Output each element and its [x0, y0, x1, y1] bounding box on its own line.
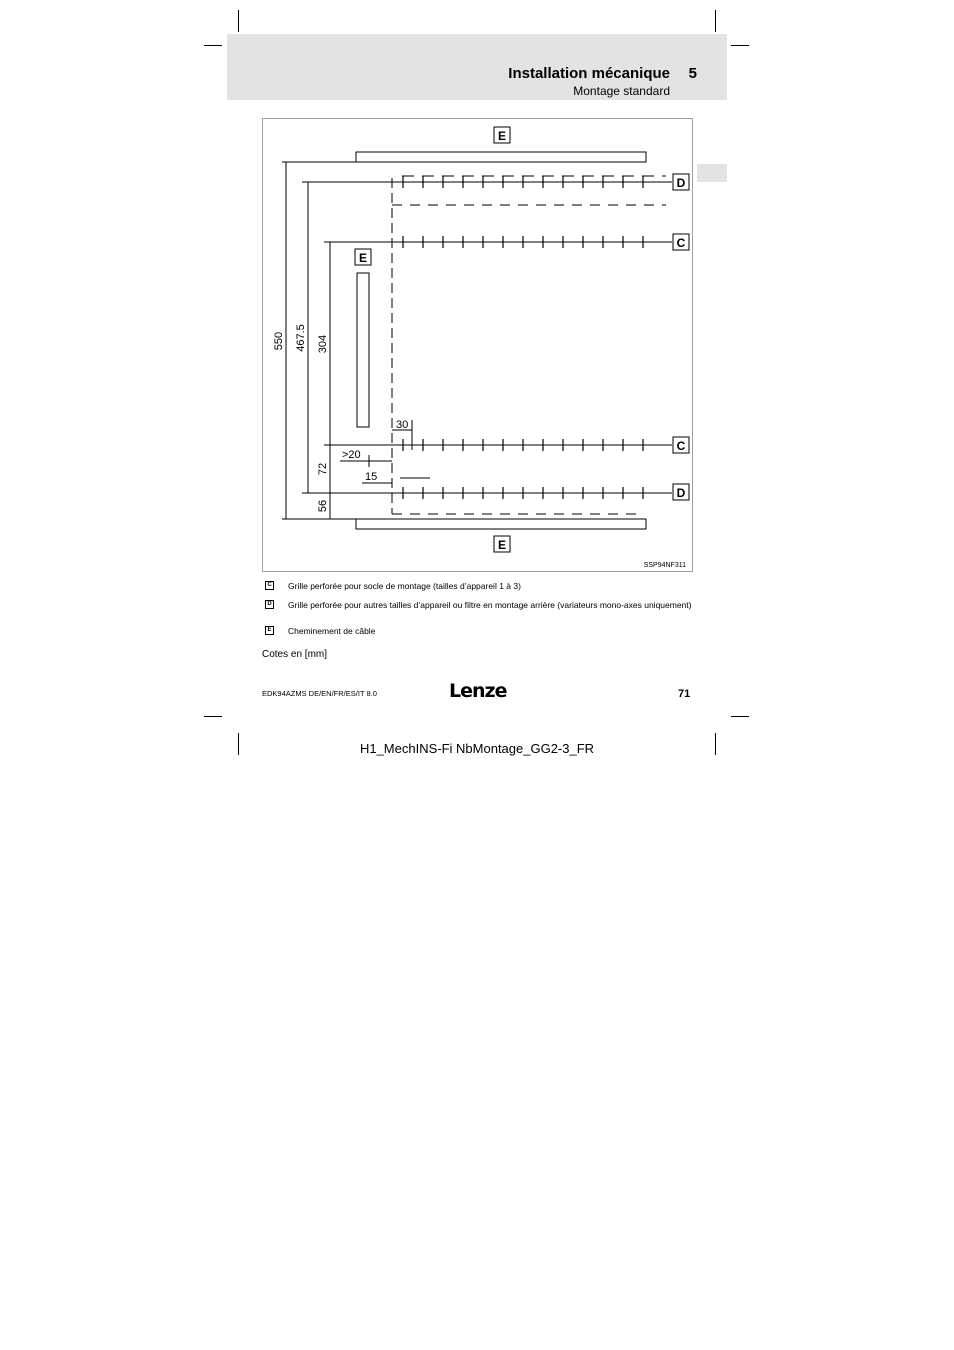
page-header: [227, 34, 727, 100]
legend-text: Cheminement de câble: [288, 626, 376, 636]
dim-value-550: 550: [273, 331, 285, 351]
section-subtitle: Montage standard: [573, 84, 670, 98]
chapter-title: Installation mécanique: [508, 65, 670, 82]
chapter-side-tab: [697, 164, 727, 182]
legend-key: E: [265, 626, 274, 635]
crop-mark: [238, 10, 239, 32]
dim-value-15: 15: [365, 471, 378, 483]
marker-label-d: D: [676, 176, 686, 190]
figure-id: SSP94NF311: [643, 562, 686, 569]
legend-key: D: [265, 600, 274, 609]
crop-mark: [731, 45, 749, 46]
file-label: H1_MechINS-Fi NbMontage_GG2-3_FR: [359, 741, 595, 756]
crop-mark: [204, 45, 222, 46]
dim-value-304: 304: [317, 334, 329, 354]
page-number: 71: [678, 688, 691, 700]
mounting-drawing: [262, 118, 693, 572]
crop-mark: [204, 716, 222, 717]
legend-text: Grille perforée pour socle de montage (tailles d’appareil 1 à 3): [288, 581, 521, 591]
grid-hole-markers: [403, 176, 643, 499]
dim-value-467: 467.5: [295, 324, 307, 352]
chapter-number: 5: [688, 65, 697, 82]
document-code: EDK94AZMS DE/EN/FR/ES/IT 8.0: [262, 689, 377, 698]
dimensions-note: Cotes en [mm]: [262, 649, 328, 660]
crop-mark: [715, 10, 716, 32]
marker-label-c: C: [676, 439, 686, 453]
legend-key: C: [265, 581, 274, 590]
cable-duct-bottom: [356, 519, 646, 529]
marker-label-e: E: [358, 251, 368, 265]
marker-label-d: D: [676, 486, 686, 500]
cable-duct-top: [356, 152, 646, 162]
brand-logo: Lenze: [449, 680, 507, 702]
legend-text: Grille perforée pour autres tailles d’appareil ou filtre en montage arrière (variateurs mono-axes uniquement): [288, 600, 692, 610]
marker-label-e: E: [497, 538, 507, 552]
marker-label-c: C: [676, 236, 686, 250]
dim-value-56: 56: [317, 499, 329, 513]
marker-label-e: E: [497, 129, 507, 143]
dim-value-30: 30: [396, 419, 409, 431]
dim-value-20: >20: [342, 449, 361, 461]
dim-value-72: 72: [317, 462, 329, 476]
crop-mark: [731, 716, 749, 717]
cable-duct-vertical: [357, 273, 369, 427]
